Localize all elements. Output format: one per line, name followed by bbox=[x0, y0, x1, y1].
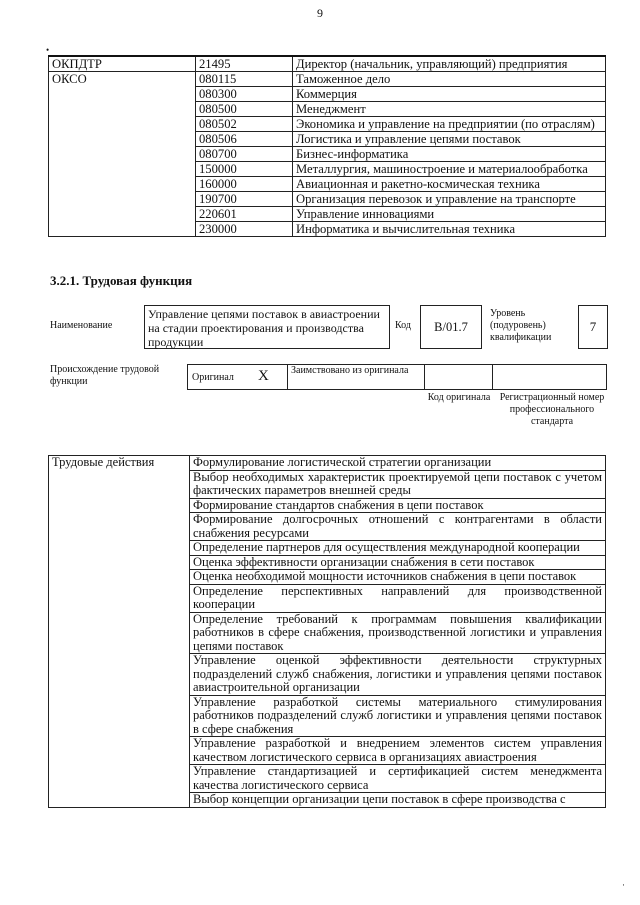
name-label: Наименование bbox=[50, 320, 113, 331]
name-cell: Директор (начальник, управляющий) предприятия bbox=[293, 56, 606, 72]
labor-action: Управление стандартизацией и сертификацией систем менеджмента качества логистического сервиса bbox=[190, 765, 606, 793]
name-cell: Экономика и управление на предприятии (по отраслям) bbox=[293, 117, 606, 132]
section-title: 3.2.1. Трудовая функция bbox=[50, 273, 193, 288]
origin-label: Происхождение трудовой функции bbox=[50, 364, 160, 387]
labor-action: Формирование долгосрочных отношений с контрагентами в области снабжения ресурсами bbox=[190, 513, 606, 541]
scan-mark: • bbox=[46, 45, 50, 55]
code-label: Код bbox=[395, 320, 411, 331]
labor-action: Формулирование логистической стратегии организации bbox=[190, 456, 606, 471]
name-cell: Металлургия, машиностроение и материалообработка bbox=[293, 162, 606, 177]
scan-mark: · bbox=[622, 880, 625, 890]
code-cell: 21495 bbox=[196, 56, 293, 72]
labor-action: Формирование стандартов снабжения в цепи поставок bbox=[190, 498, 606, 513]
name-cell: Управление инновациями bbox=[293, 207, 606, 222]
page-number: 9 bbox=[317, 6, 323, 20]
labor-action: Управление оценкой эффективности деятельности структурных подразделений служб снабжения, логистики и управления цепями поставок авиастроительной организации bbox=[190, 654, 606, 696]
name-cell: Коммерция bbox=[293, 87, 606, 102]
name-cell: Авиационная и ракетно-космическая техника bbox=[293, 177, 606, 192]
labor-action: Выбор концепции организации цепи поставок в сфере производства с bbox=[190, 793, 606, 808]
level-field: 7 bbox=[578, 305, 608, 349]
function-code-field: B/01.7 bbox=[420, 305, 482, 349]
code-cell: 230000 bbox=[196, 222, 293, 237]
original-label: Оригинал bbox=[192, 372, 234, 383]
code-cell: 080700 bbox=[196, 147, 293, 162]
labor-actions-header: Трудовые действия bbox=[49, 456, 190, 808]
labor-action: Оценка эффективности организации снабжения в сети поставок bbox=[190, 555, 606, 570]
labor-action: Определение перспективных направлений для производственной кооперации bbox=[190, 584, 606, 612]
table-row bbox=[49, 56, 606, 72]
origin-row bbox=[187, 364, 607, 390]
code-cell: 080502 bbox=[196, 117, 293, 132]
code-cell: 080300 bbox=[196, 87, 293, 102]
original-mark: X bbox=[258, 368, 269, 384]
labor-action: Определение партнеров для осуществления международной кооперации bbox=[190, 541, 606, 556]
code-cell: 190700 bbox=[196, 192, 293, 207]
code-cell: 080115 bbox=[196, 72, 293, 87]
registration-number-cell bbox=[492, 364, 607, 390]
labor-actions-table bbox=[48, 455, 606, 808]
code-cell: 220601 bbox=[196, 207, 293, 222]
labor-action: Оценка необходимой мощности источников снабжения в цепи поставок bbox=[190, 570, 606, 585]
function-name-field: Управление цепями поставок в авиастроении на стадии проектирования и производства продукции bbox=[144, 305, 390, 349]
original-cell bbox=[187, 364, 287, 390]
code-cell: 080506 bbox=[196, 132, 293, 147]
name-cell: Организация перевозок и управление на транспорте bbox=[293, 192, 606, 207]
classifier-cell: ОКСО bbox=[49, 72, 196, 237]
labor-action: Выбор необходимых характеристик проектируемой цепи поставок с учетом фактических параметров внешней среды bbox=[190, 470, 606, 498]
labor-action: Управление разработкой системы материального стимулирования работников подразделений служб логистики и управления цепями поставок в сфере снабжения bbox=[190, 695, 606, 737]
table-row bbox=[49, 456, 606, 471]
original-code-cell bbox=[424, 364, 493, 390]
codes-table bbox=[48, 55, 606, 237]
name-cell: Логистика и управление цепями поставок bbox=[293, 132, 606, 147]
code-original-caption: Код оригинала bbox=[427, 392, 491, 403]
code-cell: 080500 bbox=[196, 102, 293, 117]
registration-number-caption: Регистрационный номер профессионального стандарта bbox=[499, 392, 605, 427]
name-cell: Бизнес-информатика bbox=[293, 147, 606, 162]
labor-action: Управление разработкой и внедрением элементов систем управления качеством логистического сервиса в организациях авиастроения bbox=[190, 737, 606, 765]
code-cell: 150000 bbox=[196, 162, 293, 177]
borrowed-cell: Заимствовано из оригинала bbox=[287, 364, 425, 390]
name-cell: Информатика и вычислительная техника bbox=[293, 222, 606, 237]
labor-action: Определение требований к программам повышения квалификации работников в сфере снабжения, производственной логистики и управления цепями поставок bbox=[190, 612, 606, 654]
classifier-cell: ОКПДТР bbox=[49, 56, 196, 72]
code-cell: 160000 bbox=[196, 177, 293, 192]
level-label: Уровень (подуровень) квалификации bbox=[490, 308, 552, 343]
name-cell: Менеджмент bbox=[293, 102, 606, 117]
name-cell: Таможенное дело bbox=[293, 72, 606, 87]
table-row bbox=[49, 72, 606, 87]
